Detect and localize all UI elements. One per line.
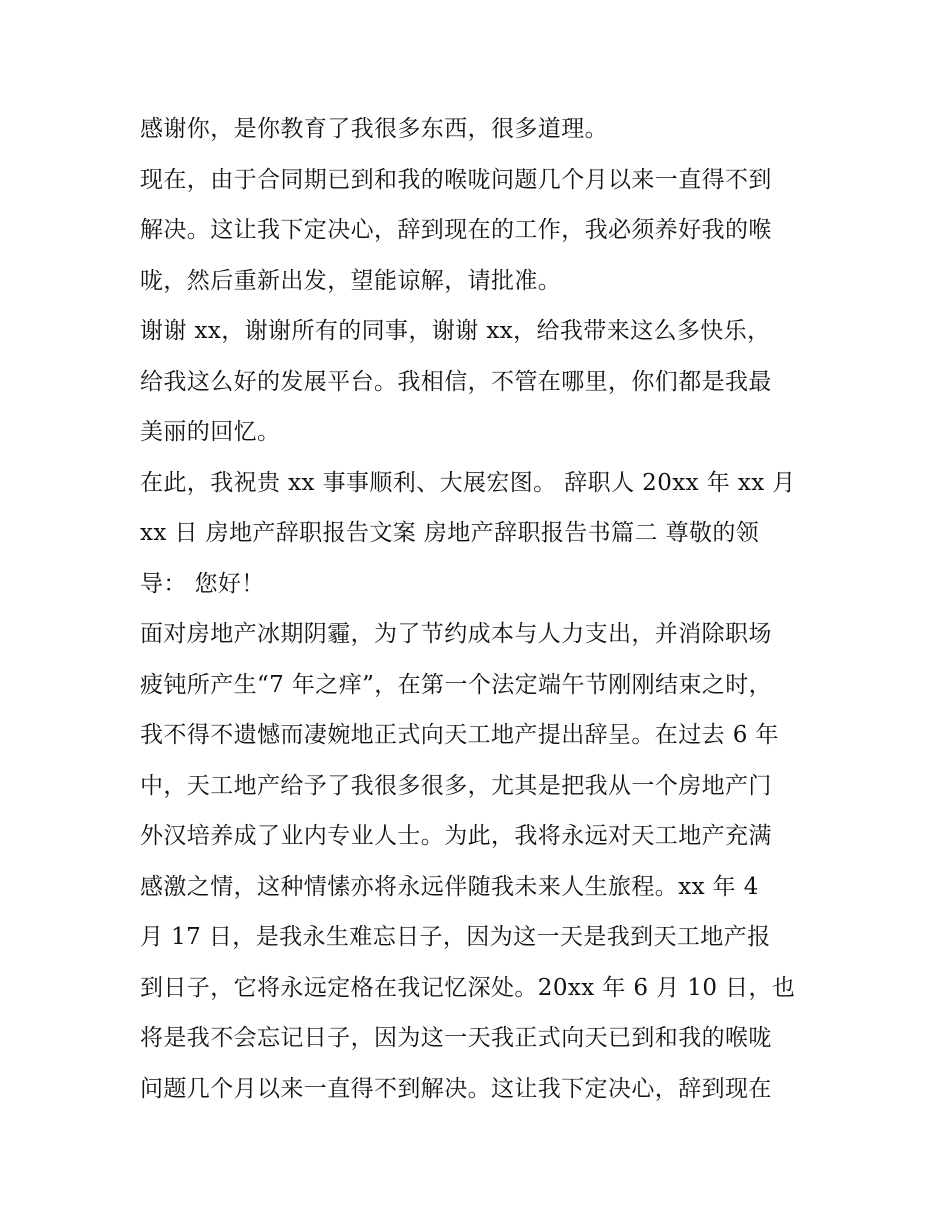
text-line: 面对房地产冰期阴霾，为了节约成本与人力支出，并消除职场 xyxy=(140,621,772,647)
text-line: 给我这么好的发展平台。我相信，不管在哪里，你们都是我最 xyxy=(140,368,772,395)
text-line: 问题几个月以来一直得不到解决。这让我下定决心，辞到现在 xyxy=(140,1075,772,1102)
text-line: xx 日 房地产辞职报告文案 房地产辞职报告书篇二 尊敬的领 xyxy=(140,520,760,546)
text-line: 外汉培养成了业内专业人士。为此，我将永远对天工地产充满 xyxy=(140,823,772,849)
text-line: 在此，我祝贵 xx 事事顺利、大展宏图。 辞职人 20xx 年 xx 月 xyxy=(140,469,796,496)
text-line: 美丽的回忆。 xyxy=(140,419,281,445)
text-line: 疲钝所产生“7 年之痒”，在第一个法定端午节刚刚结束之时， xyxy=(140,671,773,698)
text-line: 谢谢 xx，谢谢所有的同事，谢谢 xx，给我带来这么多快乐， xyxy=(140,318,771,344)
text-line: 月 17 日，是我永生难忘日子，因为这一天是我到天工地产报 xyxy=(140,924,771,950)
text-line: 中，天工地产给予了我很多很多，尤其是把我从一个房地产门 xyxy=(140,772,772,799)
document-body xyxy=(140,104,820,1114)
text-line: 感谢你，是你教育了我很多东西，很多道理。 xyxy=(140,116,608,142)
text-line: 现在，由于合同期已到和我的喉咙问题几个月以来一直得不到 xyxy=(140,166,772,193)
text-line: 感激之情，这种情愫亦将永远伴随我未来人生旅程。xx 年 4 xyxy=(140,873,759,900)
text-line: 咙，然后重新出发，望能谅解，请批准。 xyxy=(140,267,562,294)
text-line: 我不得不遗憾而凄婉地正式向天工地产提出辞呈。在过去 6 年 xyxy=(140,722,779,748)
text-line: 解决。这让我下定决心，辞到现在的工作，我必须养好我的喉 xyxy=(140,217,772,243)
text-line: 到日子，它将永远定格在我记忆深处。20xx 年 6 月 10 日，也 xyxy=(140,974,796,1001)
text-line: 将是我不会忘记日子，因为这一天我正式向天已到和我的喉咙 xyxy=(140,1025,772,1051)
text-line: 导： 您好！ xyxy=(140,570,265,597)
